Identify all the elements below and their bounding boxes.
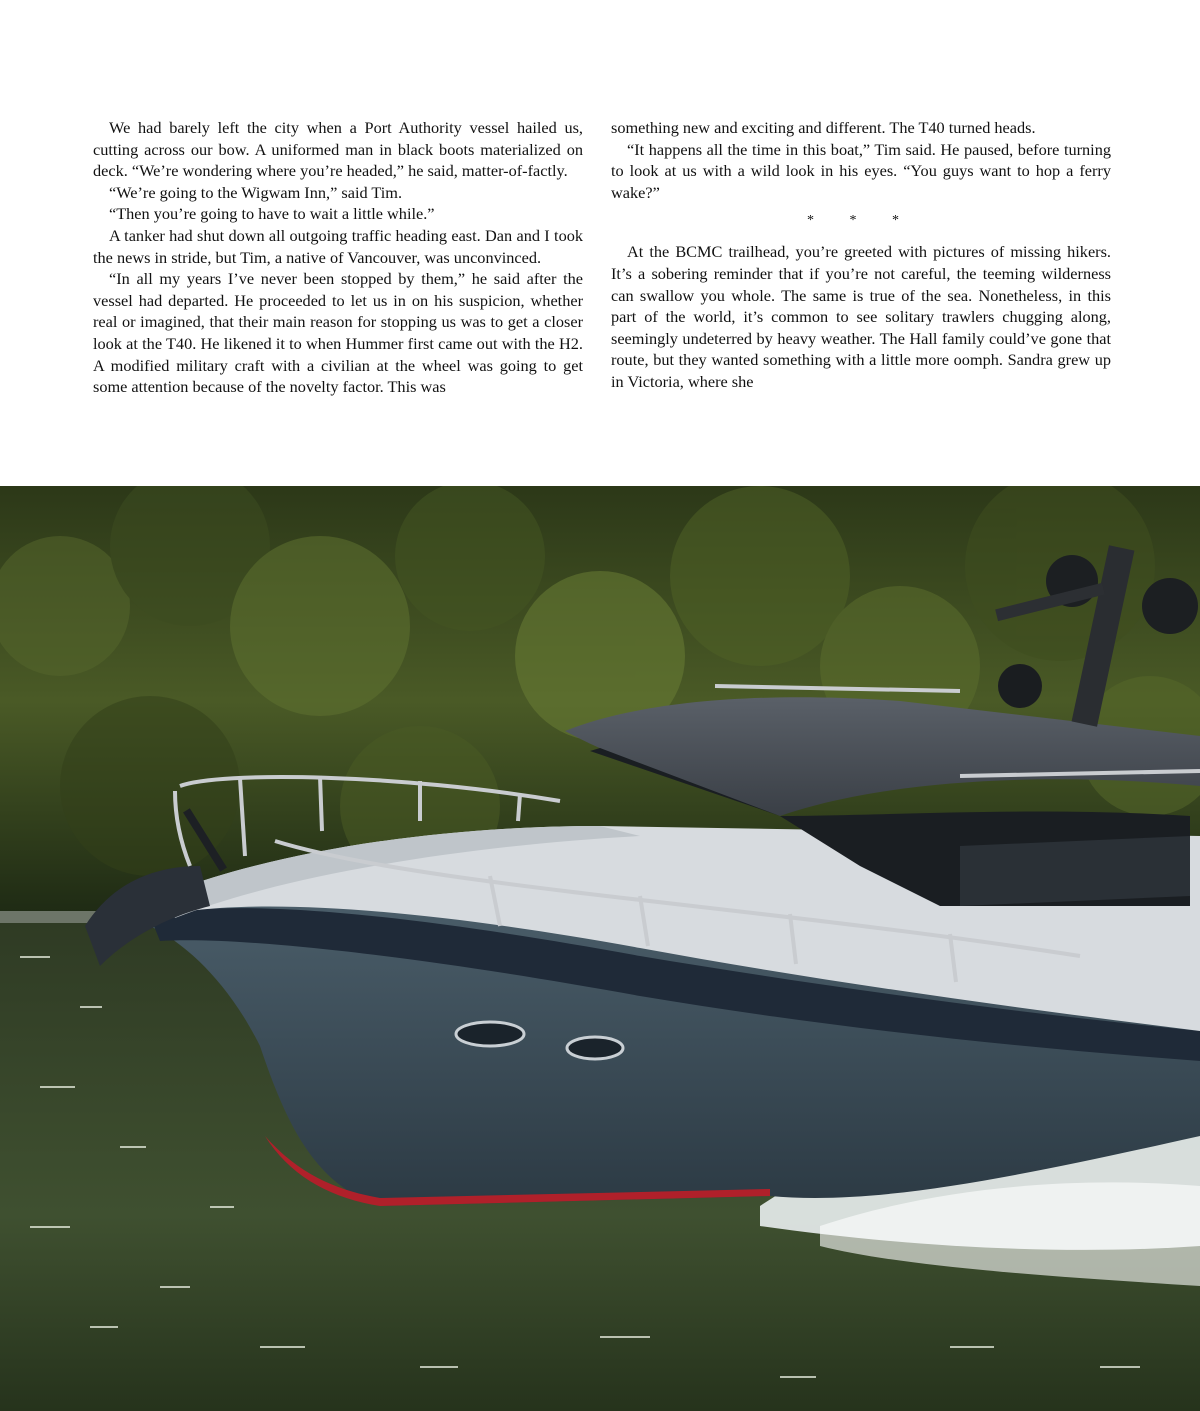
porthole xyxy=(456,1022,524,1046)
paragraph: “It happens all the time in this boat,” Tim said. He paused, before turning to look at us with a wild look in his eyes. “You guys want to hop a ferry wake?” xyxy=(611,139,1111,202)
paragraph: “We’re going to the Wigwam Inn,” said Tim. xyxy=(109,182,403,202)
paragraph: “In all my years I’ve never been stopped by them,” he said after the vessel had departed. He proceeded to let us in on his suspicion, whether real or imagined, that their main reason for stopping us was to get a closer look at the T40. He likened it to when Hummer first came out with the H2. A modified military craft with a civilian at the wheel was going to get some attention because of the novelty factor. This was xyxy=(93,269,583,397)
paragraph: We had barely left the city when a Port Authority vessel hailed us, cutting across our bow. A uniformed man in black boots materialized on deck. “We’re wondering where you’re headed,” he said, matter-of-factly. xyxy=(93,118,583,181)
article-body xyxy=(93,117,1113,417)
motor-yacht-photo xyxy=(0,486,1200,1411)
left-column xyxy=(93,117,583,398)
porthole xyxy=(567,1037,623,1059)
paragraph-continuation: something new and exciting and different. The T40 turned heads. xyxy=(611,118,1036,137)
right-column xyxy=(611,117,1111,393)
paragraph: “Then you’re going to have to wait a little while.” xyxy=(109,204,435,224)
radar-dome xyxy=(1142,578,1198,634)
section-break: * * * xyxy=(807,213,915,229)
paragraph: A tanker had shut down all outgoing traffic heading east. Dan and I took the news in stride, but Tim, a native of Vancouver, was unconvinced. xyxy=(93,225,583,267)
paragraph: At the BCMC trailhead, you’re greeted with pictures of missing hikers. It’s a sobering reminder that if you’re not careful, the teeming wilderness can swallow you whole. The same is true of the sea. Nonetheless, in this part of the world, it’s common to see solitary trawlers chugging along, seemingly undeterred by heavy weather. The Hall family could’ve gone that route, but they wanted something with a little more oomph. Sandra grew up in Victoria, where she xyxy=(611,242,1111,391)
